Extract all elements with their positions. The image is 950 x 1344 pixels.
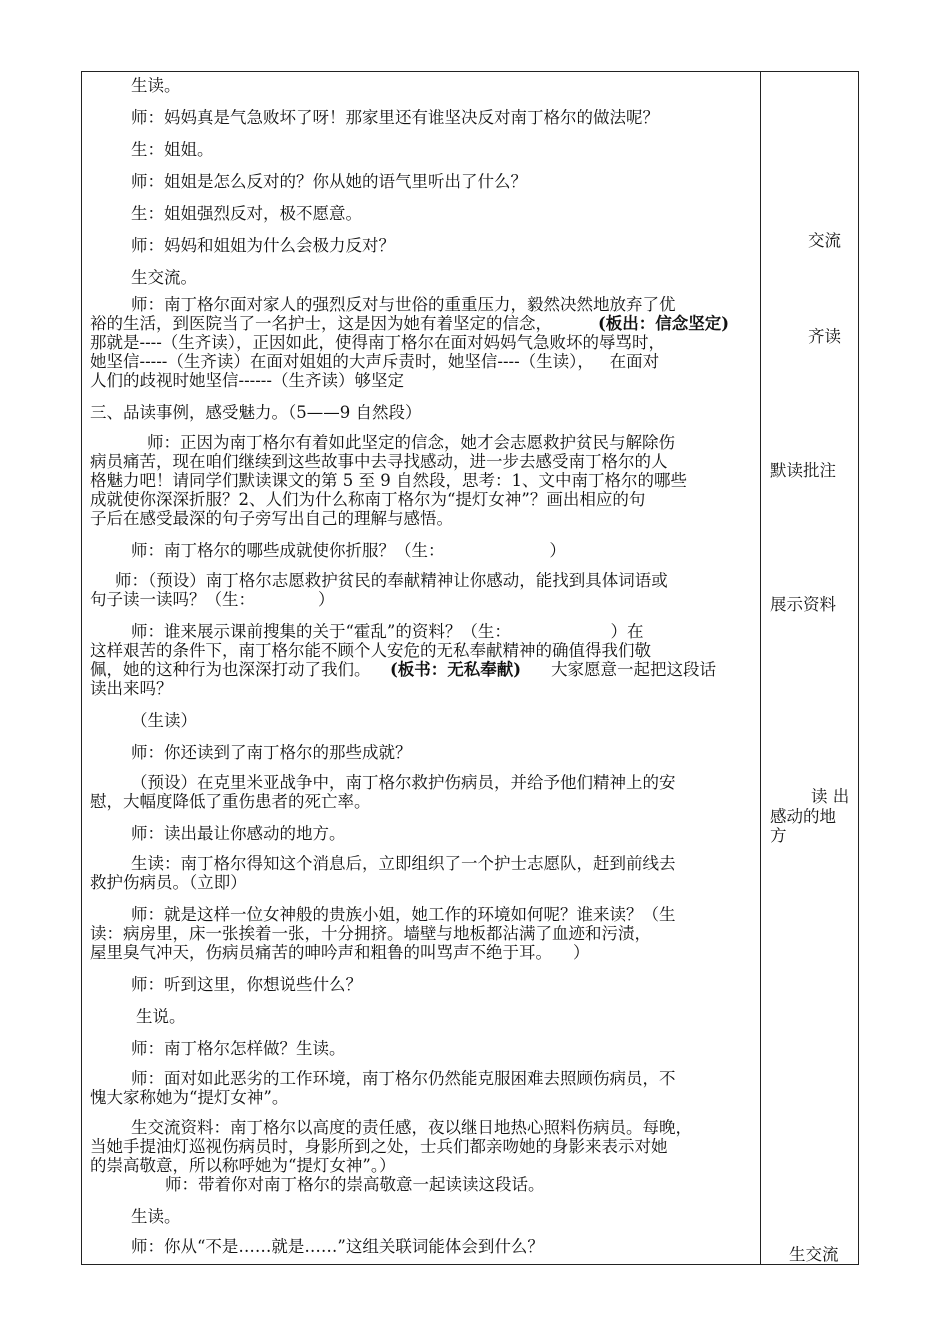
text-line: 病员痛苦，现在咱们继续到这些故事中去寻找感动，进一步去感受南丁格尔的人 xyxy=(90,452,668,471)
text-line: 生：姐姐。 xyxy=(131,140,214,159)
activity-note: 默读批注 xyxy=(770,461,836,480)
board-note: (板出：信念坚定) xyxy=(598,314,730,333)
text-line: 生读：南丁格尔得知这个消息后，立即组织了一个护士志愿队，赶到前线去 xyxy=(131,854,676,873)
text-line: 生交流。 xyxy=(131,268,197,287)
text-line: 生：姐姐强烈反对，极不愿意。 xyxy=(131,204,362,223)
text-line: 师：带着你对南丁格尔的崇高敬意一起读读这段话。 xyxy=(165,1175,545,1194)
text-line: 师：南丁格尔的哪些成就使你折服？（生： ） xyxy=(131,541,566,560)
text-line: 师：正因为南丁格尔有着如此坚定的信念，她才会志愿救护贫民与解除伤 xyxy=(147,433,675,452)
text-line: 当她手提油灯巡视伤病员时，身影所到之处，士兵们都亲吻她的身影来表示对她 xyxy=(90,1137,668,1156)
text-line: 师：听到这里，你想说些什么？ xyxy=(131,975,362,994)
text-line: 师：南丁格尔面对家人的强烈反对与世俗的重重压力，毅然决然地放弃了优 xyxy=(131,295,676,314)
text-line: （生读） xyxy=(131,711,197,730)
section-heading: 三、品读事例，感受魅力。（5——9 自然段） xyxy=(90,403,422,422)
activity-note: 齐读 xyxy=(808,327,841,346)
text-line: 她坚信-----（生齐读）在面对姐姐的大声斥责时，她坚信----（生读）， 在面对 xyxy=(90,352,660,371)
text-line: 格魅力吧！请同学们默读课文的第 5 至 9 自然段，思考：1、文中南丁格尔的哪些 xyxy=(90,471,687,490)
activity-note: 感动的地 xyxy=(770,807,836,826)
text-line: 成就使你深深折服？2、人们为什么称南丁格尔为“提灯女神”？画出相应的句 xyxy=(90,490,646,509)
board-note: (板书：无私奉献) xyxy=(390,660,522,679)
activity-note: 生交流 xyxy=(789,1245,839,1264)
text-line: 师：南丁格尔怎样做？生读。 xyxy=(131,1039,346,1058)
text-line: 这样艰苦的条件下，南丁格尔能不顾个人安危的无私奉献精神的确值得我们敬 xyxy=(90,641,651,660)
text-line: 子后在感受最深的句子旁写出自己的理解与感悟。 xyxy=(90,509,453,528)
text-line: 师：妈妈真是气急败坏了呀！那家里还有谁坚决反对南丁格尔的做法呢？ xyxy=(131,108,659,127)
text-line: 的崇高敬意，所以称呼她为“提灯女神”。） xyxy=(90,1156,396,1175)
text-line: 生读。 xyxy=(131,1207,181,1226)
text-line: 生交流资料：南丁格尔以高度的责任感，夜以继日地热心照料伤病员。每晚， xyxy=(131,1118,692,1137)
text-line: 救护伤病员。（立即） xyxy=(90,873,247,892)
text-line: 师：面对如此恶劣的工作环境，南丁格尔仍然能克服困难去照顾伤病员，不 xyxy=(131,1069,676,1088)
text-line: 裕的生活，到医院当了一名护士，这是因为她有着坚定的信念， xyxy=(90,314,552,333)
text-line: 师：谁来展示课前搜集的关于“霍乱”的资料？（生： ）在 xyxy=(131,622,644,641)
activity-note: 方 xyxy=(770,826,787,845)
text-line: 读：病房里，床一张挨着一张，十分拥挤。墙壁与地板都沾满了血迹和污渍， xyxy=(90,924,651,943)
text-line: 愧大家称她为“提灯女神”。 xyxy=(90,1088,289,1107)
text-line: 生说。 xyxy=(136,1007,186,1026)
text-line: 师：你从“不是……就是……”这组关联词能体会到什么？ xyxy=(131,1237,544,1256)
text-line: 师：读出最让你感动的地方。 xyxy=(131,824,346,843)
text-line: 读出来吗？ xyxy=(90,679,173,698)
text-line: 师：你还读到了南丁格尔的那些成就？ xyxy=(131,743,412,762)
text-line: 人们的歧视时她坚信------（生齐读）够坚定 xyxy=(90,371,404,390)
text-line: 慰，大幅度降低了重伤患者的死亡率。 xyxy=(90,792,371,811)
text-line: 句子读一读吗？（生： ） xyxy=(90,590,335,609)
text-line: 大家愿意一起把这段话 xyxy=(551,660,716,679)
text-line: 师：（预设）南丁格尔志愿救护贫民的奉献精神让你感动，能找到具体词语或 xyxy=(115,571,668,590)
text-line: 屋里臭气冲天，伤病员痛苦的呻吟声和粗鲁的叫骂声不绝于耳。 ） xyxy=(90,943,590,962)
text-line: 生读。 xyxy=(131,76,181,95)
text-line: 师：就是这样一位女神般的贵族小姐，她工作的环境如何呢？谁来读？（生 xyxy=(131,905,676,924)
text-line: 佩，她的这种行为也深深打动了我们。 xyxy=(90,660,371,679)
activity-note: 读 出 xyxy=(811,787,850,806)
activity-note: 展示资料 xyxy=(770,595,836,614)
text-line: 师：姐姐是怎么反对的？你从她的语气里听出了什么？ xyxy=(131,172,527,191)
text-line: 那就是----（生齐读），正因如此，使得南丁格尔在面对妈妈气急败坏的辱骂时， xyxy=(90,333,666,352)
text-line: （预设）在克里米亚战争中，南丁格尔救护伤病员，并给予他们精神上的安 xyxy=(131,773,676,792)
activity-note: 交流 xyxy=(808,231,841,250)
text-line: 师：妈妈和姐姐为什么会极力反对？ xyxy=(131,236,395,255)
